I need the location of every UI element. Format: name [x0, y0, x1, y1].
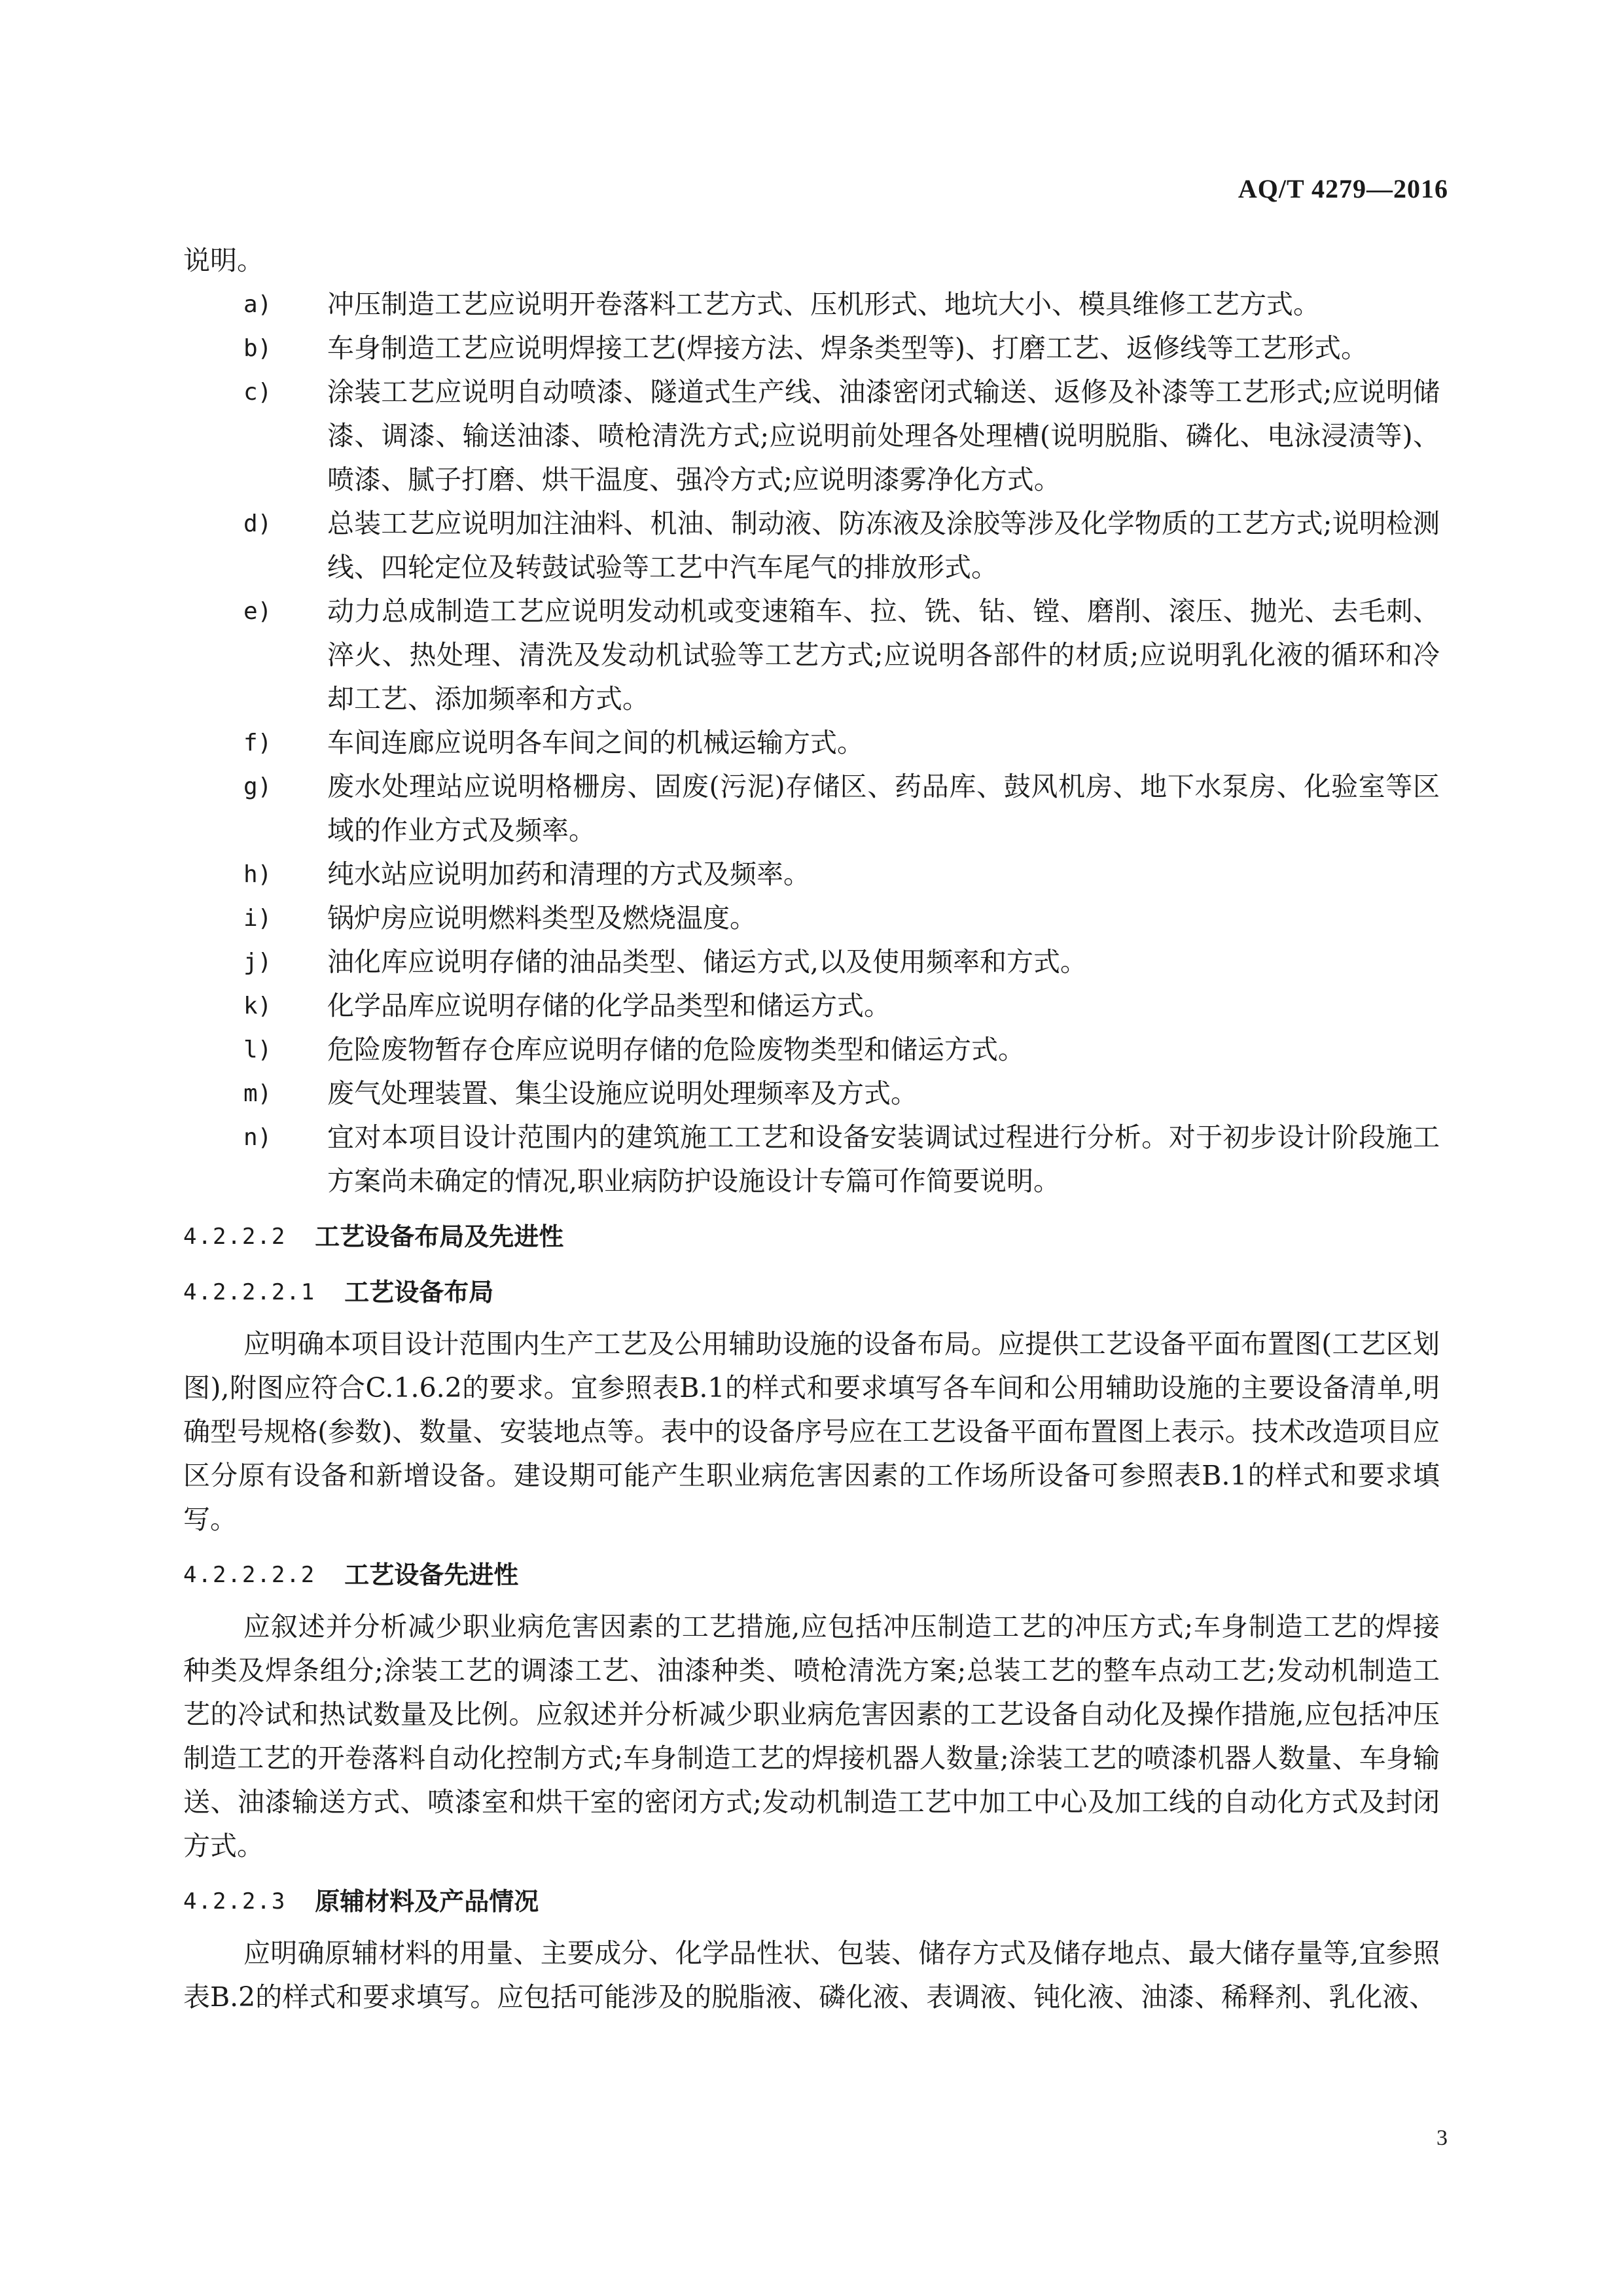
list-item-label: d) [243, 510, 272, 537]
list-item-text: 宜对本项目设计范围内的建筑施工工艺和设备安装调试过程进行分析。对于初步设计阶段施工方案尚未确定的情况,职业病防护设施设计专篇可作简要说明。 [327, 1122, 1440, 1197]
list-item-text: 废水处理站应说明格栅房、固废(污泥)存储区、药品库、鼓风机房、地下水泵房、化验室等区域的作业方式及频率。 [327, 771, 1440, 846]
list-item-label: b) [243, 335, 272, 362]
list-item-label: k) [243, 993, 272, 1019]
list-item [183, 327, 1440, 370]
section-title: 工艺设备布局及先进性 [315, 1222, 564, 1251]
list-item-text: 总装工艺应说明加注油料、机油、制动液、防冻液及涂胶等涉及化学物质的工艺方式;说明检测线、四轮定位及转鼓试验等工艺中汽车尾气的排放形式。 [327, 508, 1440, 583]
section-number: 4.2.2.2 [183, 1224, 287, 1250]
section-title: 工艺设备布局 [344, 1278, 494, 1307]
list-item-label: n) [243, 1124, 272, 1151]
list-item-label: f) [243, 730, 272, 756]
list-item [183, 283, 1440, 327]
list-item-label: g) [243, 773, 272, 800]
list-item-label: m) [243, 1080, 272, 1107]
list-item-text: 油化库应说明存储的油品类型、储运方式,以及使用频率和方式。 [327, 946, 1088, 978]
list-item-text: 锅炉房应说明燃料类型及燃烧温度。 [327, 902, 757, 934]
list-item [183, 853, 1440, 896]
standard-code: AQ/T 4279—2016 [1238, 174, 1448, 203]
list-item-label: i) [243, 905, 272, 932]
list-item-text: 纯水站应说明加药和清理的方式及频率。 [327, 858, 810, 890]
document-body [183, 239, 1440, 2031]
lead-text: 说明。 [183, 245, 264, 276]
list-item-label: l) [243, 1036, 272, 1063]
list-item [183, 896, 1440, 940]
section-title: 原辅材料及产品情况 [315, 1887, 539, 1916]
list-item-text: 冲压制造工艺应说明开卷落料工艺方式、压机形式、地坑大小、模具维修工艺方式。 [327, 289, 1320, 320]
list-item-label: c) [243, 379, 272, 406]
section-title: 工艺设备先进性 [344, 1561, 519, 1589]
list-item-label: e) [243, 598, 272, 625]
list-item [183, 940, 1440, 984]
list-item-text: 车身制造工艺应说明焊接工艺(焊接方法、焊条类型等)、打磨工艺、返修线等工艺形式。 [327, 332, 1368, 364]
section-number: 4.2.2.2.2 [183, 1562, 316, 1588]
list-item-text: 废气处理装置、集尘设施应说明处理频率及方式。 [327, 1078, 918, 1109]
section-paragraph: 应明确本项目设计范围内生产工艺及公用辅助设施的设备布局。应提供工艺设备平面布置图(工艺区划图),附图应符合C.1.6.2的要求。宜参照表B.1的样式和要求填写各车间和公用辅助设施的主要设备清单,明确型号规格(参数)、数量、安装地点等。表中的设备序号应在工艺设备平面布置图上表示。技术改造项目应区分原有设备和新增设备。建设期可能产生职业病危害因素的工作场所设备可参照表B.1的样式和要求填写。 [183, 1328, 1440, 1535]
list-item [183, 1116, 1440, 1203]
list-item-text: 车间连廊应说明各车间之间的机械运输方式。 [327, 727, 864, 758]
section-paragraph: 应明确原辅材料的用量、主要成分、化学品性状、包装、储存方式及储存地点、最大储存量等,宜参照表B.2的样式和要求填写。应包括可能涉及的脱脂液、磷化液、表调液、钝化液、油漆、稀释剂、乳化液、 [183, 1937, 1440, 2013]
list-item [183, 721, 1440, 765]
list-item [183, 590, 1440, 721]
list-item [183, 1028, 1440, 1072]
section-number: 4.2.2.2.1 [183, 1279, 316, 1305]
section-paragraph: 应叙述并分析减少职业病危害因素的工艺措施,应包括冲压制造工艺的冲压方式;车身制造工艺的焊接种类及焊条组分;涂装工艺的调漆工艺、油漆种类、喷枪清洗方案;总装工艺的整车点动工艺;发动机制造工艺的冷试和热试数量及比例。应叙述并分析减少职业病危害因素的工艺设备自动化及操作措施,应包括冲压制造工艺的开卷落料自动化控制方式;车身制造工艺的焊接机器人数量;涂装工艺的喷漆机器人数量、车身输送、油漆输送方式、喷漆室和烘干室的密闭方式;发动机制造工艺中加工中心及加工线的自动化方式及封闭方式。 [183, 1611, 1440, 1862]
list-item [183, 370, 1440, 502]
section-heading [183, 1553, 1440, 1597]
list-item-text: 动力总成制造工艺应说明发动机或变速箱车、拉、铣、钻、镗、磨削、滚压、抛光、去毛刺、淬火、热处理、清洗及发动机试验等工艺方式;应说明各部件的材质;应说明乳化液的循环和冷却工艺、添加频率和方式。 [327, 595, 1440, 715]
section-heading [183, 1215, 1440, 1259]
section-number: 4.2.2.3 [183, 1888, 287, 1915]
section-heading [183, 1880, 1440, 1924]
list-item [183, 765, 1440, 853]
list-item-label: a) [243, 291, 272, 318]
list-item-text: 涂装工艺应说明自动喷漆、隧道式生产线、油漆密闭式输送、返修及补漆等工艺形式;应说明储漆、调漆、输送油漆、喷枪清洗方式;应说明前处理各处理槽(说明脱脂、磷化、电泳浸渍等)、喷漆、腻子打磨、烘干温度、强冷方式;应说明漆雾净化方式。 [327, 376, 1440, 495]
page-number: 3 [1436, 2126, 1448, 2150]
list-item [183, 1072, 1440, 1116]
section-heading [183, 1271, 1440, 1315]
list-item-label: j) [243, 949, 272, 976]
list-item-label: h) [243, 861, 272, 888]
list-item-text: 化学品库应说明存储的化学品类型和储运方式。 [327, 990, 891, 1021]
list-item [183, 984, 1440, 1028]
list-item [183, 502, 1440, 590]
list-item-text: 危险废物暂存仓库应说明存储的危险废物类型和储运方式。 [327, 1034, 1025, 1065]
